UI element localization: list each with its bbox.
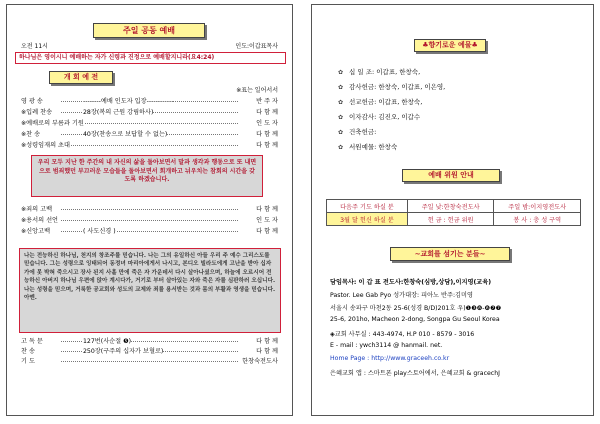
duty-cell: 주일 낮:한창숙전도사 (407, 200, 494, 213)
flower-bullet-icon: ✿ (338, 114, 344, 121)
dotted-leader (61, 220, 238, 221)
offering-names: 이갑표, 한창숙, (378, 98, 423, 106)
offering-names: 한창숙 (378, 143, 398, 151)
contact-line: Pastor. Lee Gab Pyo 성가대장: 피아노 반주:김미영 (330, 292, 473, 299)
apostles-creed-box: 나는 전능하신 하나님, 천지의 창조주를 믿습니다. 나는 그의 유일하신 아들 우리 주 예수 그리스도를 믿습니다. 그는 성령으로 잉태되어 동정녀 마리아에게서 나시고, 본디오 빌라도에게 고난을 받아 십자가에 못 박혀 죽으시고 장사 된지 사흘 만에 죽은 자 가운데서 다시 살아나셨으며, 하늘에 오르시어 전능하신 아버지 하나님 우편에 앉아 계시다가, 거기로 부터 살아있는 자와 죽은 자를 심판하러 오십니다. 나는 성령을 믿으며, 거룩한 공교회와 성도의 교제와 죄를 용서받는 것과 몸의 부활과 영생을 믿습니다. 아멘. (19, 248, 281, 333)
offering-label: 이자감사: (349, 113, 379, 121)
flower-bullet-icon: ✿ (338, 69, 344, 76)
opening-rites-header: 개 회 예 전 (49, 71, 113, 84)
worship-title: 주일 공동 예배 (93, 23, 205, 38)
leader-top: 인도:이갑표목사 (235, 43, 278, 50)
dotted-leader (61, 145, 238, 146)
order-row (21, 97, 278, 106)
contact-line: 은혜교회 앱 : 스마트폰 play스토어에서, 은혜교회 & gracechJ (330, 370, 500, 377)
contact-line: 담임목사: 이 갑 표 전도사:한창숙(심방,상담),이지영(교육) (330, 279, 492, 286)
flower-bullet-icon: ✿ (338, 99, 344, 106)
order-item-label: 영 광 송 (21, 98, 43, 105)
order-item-content: ( 사도신경 ) (83, 228, 116, 235)
order-item-content: 28장(복의 근원 강림하사) (83, 109, 154, 116)
left-page (6, 4, 293, 416)
order-row (21, 337, 278, 346)
offering-label: 건축헌금: (349, 128, 377, 136)
order-item-label: ※예배로의 부름과 기원 (21, 120, 84, 127)
offering-item (338, 67, 420, 76)
offering-item (338, 82, 445, 91)
order-row (21, 108, 278, 117)
worship-duty-table (326, 199, 581, 226)
order-row (21, 119, 278, 128)
order-item-person: 다 함 께 (256, 131, 278, 138)
order-item-person: 다 함 께 (256, 338, 278, 345)
order-row (21, 347, 278, 356)
order-item-person: 인 도 자 (256, 217, 278, 224)
offering-label: 감사헌금: (349, 83, 379, 91)
order-item-person: 다 함 께 (256, 348, 278, 355)
order-item-person: 다 함 께 (256, 109, 278, 116)
duty-cell: 주일 밤:이지영전도사 (494, 200, 581, 213)
offering-label: 선교헌금: (349, 98, 379, 106)
order-item-label: ※죄의 고백 (21, 206, 53, 213)
order-item-content: --------예배 인도자 입장------------ (83, 98, 174, 105)
duty-cell: 3월 달 헌신 하실 분 (327, 213, 408, 226)
dotted-leader (61, 209, 238, 210)
duty-row (327, 200, 581, 213)
dotted-leader (61, 123, 238, 124)
order-row (21, 216, 278, 225)
duty-cell: 헌 금 : 헌금 위원 (407, 213, 494, 226)
flower-bullet-icon: ✿ (338, 144, 344, 151)
contact-line: ◈교회 사무실 : 443-4974, H.P 010 - 8579 - 3016 (330, 331, 475, 338)
duty-row (327, 213, 581, 226)
order-item-label: ※입례 찬송 (21, 109, 53, 116)
order-item-person: 다 함 께 (256, 206, 278, 213)
dotted-leader (61, 361, 238, 362)
order-item-label: ※용서의 선언 (21, 217, 59, 224)
duty-cell: 다음주 기도 하실 분 (327, 200, 408, 213)
offering-label: 십 일 조: (349, 68, 377, 76)
order-item-person: 인 도 자 (256, 120, 278, 127)
standing-note: ※표는 일어서서 (236, 87, 278, 94)
contact-line: 25-6, 201ho, Macheon 2-dong, Songpa Gu Seoul Korea (330, 316, 500, 323)
call-to-worship-verse: 하나님은 영이시니 예배하는 자가 신령과 진정으로 예배할지니라(요4:24) (15, 52, 286, 64)
flower-bullet-icon: ✿ (338, 84, 344, 91)
order-row (21, 357, 278, 366)
offering-names: 이갑표, 한창숙, (376, 68, 421, 76)
confession-box: 우리 모두 지난 한 주간의 내 자신의 삶을 돌아보면서 말과 생각과 행동으로 또 내면으로 범죄했던 부끄러운 모습들을 돌아보면서 회개하고 뉘우치는 참회의 시간을 갖도록 하겠습니다. (31, 155, 263, 197)
homepage-link[interactable]: Home Page : http://www.graceeh.co.kr (330, 355, 450, 362)
flower-bullet-icon: ✿ (338, 129, 344, 136)
offering-names: 한창숙, 이갑표, 이은영, (378, 83, 446, 91)
order-item-label: 고 독 문 (21, 338, 43, 345)
order-row (21, 130, 278, 139)
order-row (21, 227, 278, 236)
order-item-label: 기 도 (21, 358, 35, 365)
order-item-person: 반 주 자 (256, 98, 278, 105)
order-item-label: 찬 송 (21, 348, 35, 355)
order-item-person: 한창숙전도사 (242, 358, 278, 365)
offering-item (338, 127, 376, 136)
worship-time: 오전 11시 (21, 43, 48, 50)
offering-label: 서원예물: (349, 143, 379, 151)
fragrance-offering-title: ♣향기로운 예물♣ (414, 39, 486, 52)
right-page (311, 4, 594, 416)
offering-names: 김진오, 이갑수 (378, 113, 421, 121)
contact-line: E - mail : ywch3114 @ hanmail. net. (330, 342, 443, 349)
order-item-person: 다 함 께 (256, 142, 278, 149)
worship-committee-title: 예배 위원 안내 (402, 169, 500, 182)
order-item-label: ※성령임재의 초대 (21, 142, 70, 149)
order-item-label: ※신앙고백 (21, 228, 51, 235)
order-item-content: 127번(사순절 ❺) (83, 338, 132, 345)
order-item-person: 다 함 께 (256, 228, 278, 235)
contact-line: 서울시 송파구 마천2동 25-6(성경 B/D)201호 우)❶❸❽-❽❼❼ (330, 305, 502, 312)
order-item-label: ※찬 송 (21, 131, 41, 138)
order-row (21, 141, 278, 150)
church-staff-title: ~교회를 섬기는 분들~ (390, 247, 510, 261)
duty-cell: 봉 사 : 충 성 구역 (494, 213, 581, 226)
order-row (21, 205, 278, 214)
offering-item (338, 142, 397, 151)
order-item-content: 40장(찬송으로 보답할 수 없는) (83, 131, 168, 138)
order-item-content: 250장(구주의 십자가 보혈로) (83, 348, 164, 355)
offering-item (338, 112, 420, 121)
offering-item (338, 97, 422, 106)
